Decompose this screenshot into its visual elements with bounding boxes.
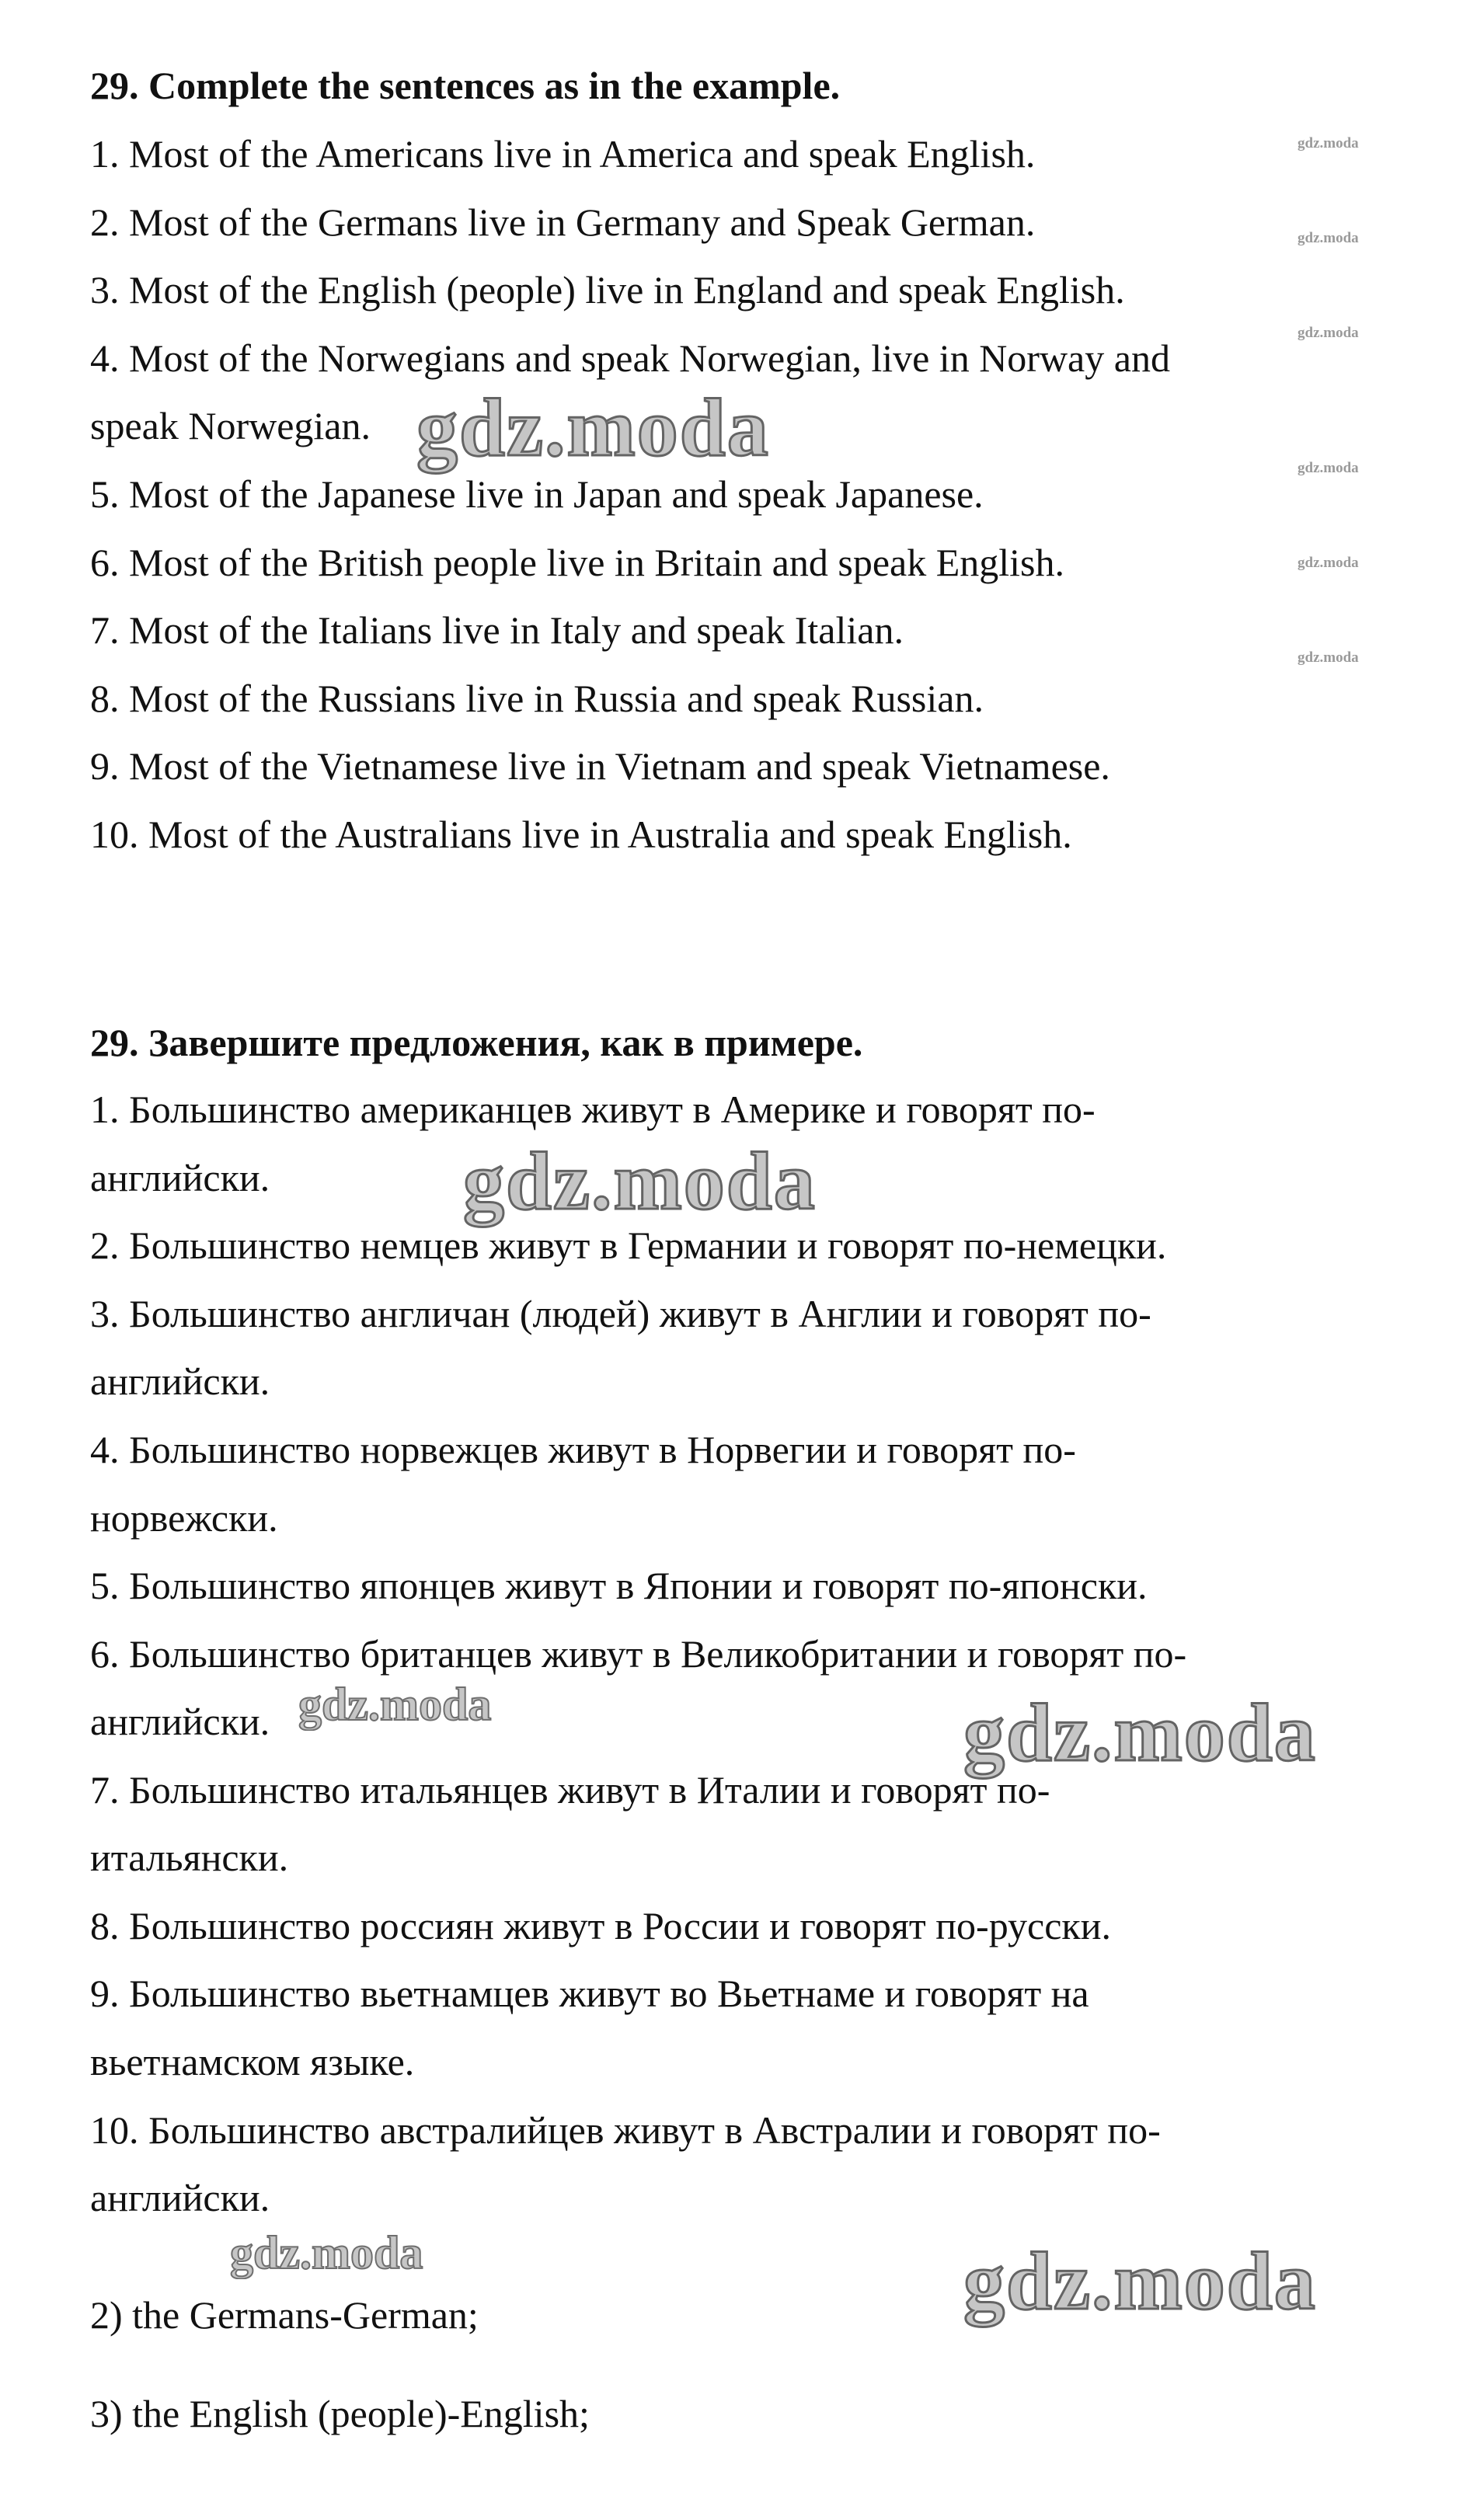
russian-line: 10. Большинство австралийцев живут в Австралии и говорят по- <box>90 2108 1161 2152</box>
watermark-large: gdz.moda <box>963 2236 1317 2327</box>
russian-line: английски. <box>90 2176 270 2219</box>
russian-line: английски. <box>90 1156 270 1199</box>
english-line: 4. Most of the Norwegians and speak Norwegian, live in Norway and <box>90 336 1170 380</box>
russian-line: 3. Большинство англичан (людей) живут в Англии и говорят по- <box>90 1292 1151 1335</box>
english-line: 2. Most of the Germans live in Germany and Speak German. <box>90 200 1036 244</box>
watermark-small: gdz.moda <box>1298 325 1359 341</box>
watermark-large: gdz.moda <box>963 1687 1317 1778</box>
watermark-small: gdz.moda <box>1298 135 1359 151</box>
russian-line: 4. Большинство норвежцев живут в Норвегии и говорят по- <box>90 1428 1076 1471</box>
russian-line: 5. Большинство японцев живут в Японии и говорят по-японски. <box>90 1564 1148 1607</box>
russian-line: 9. Большинство вьетнамцев живут во Вьетнаме и говорят на <box>90 1972 1089 2015</box>
english-line: 3. Most of the English (people) live in England and speak English. <box>90 268 1125 312</box>
watermark-small: gdz.moda <box>1298 555 1359 571</box>
russian-line: 6. Большинство британцев живут в Великобритании и говорят по- <box>90 1632 1187 1676</box>
english-line: 9. Most of the Vietnamese live in Vietnam and speak Vietnamese. <box>90 744 1110 788</box>
russian-line: 7. Большинство итальянцев живут в Италии и говорят по- <box>90 1768 1050 1812</box>
english-line: 7. Most of the Italians live in Italy and speak Italian. <box>90 608 904 652</box>
answer-line: 3) the English (people)-English; <box>90 2392 590 2435</box>
russian-line: 8. Большинство россиян живут в России и говорят по-русски. <box>90 1904 1111 1947</box>
english-line: 6. Most of the British people live in Britain and speak English. <box>90 541 1065 584</box>
english-line: 5. Most of the Japanese live in Japan and speak Japanese. <box>90 472 984 516</box>
english-line: 8. Most of the Russians live in Russia and speak Russian. <box>90 677 984 720</box>
russian-heading: 29. Завершите предложения, как в примере. <box>90 1021 863 1064</box>
watermark-medium: gdz.moda <box>230 2227 423 2278</box>
english-line: 10. Most of the Australians live in Australia and speak English. <box>90 813 1072 856</box>
english-line: 1. Most of the Americans live in America and speak English. <box>90 132 1036 176</box>
russian-line: английски. <box>90 1700 270 1743</box>
english-heading: 29. Complete the sentences as in the example. <box>90 64 841 107</box>
russian-line: норвежски. <box>90 1496 278 1540</box>
english-line: speak Norwegian. <box>90 404 371 447</box>
russian-line: английски. <box>90 1359 270 1403</box>
russian-line: итальянски. <box>90 1836 289 1879</box>
watermark-large: gdz.moda <box>463 1136 817 1227</box>
watermark-large: gdz.moda <box>416 382 770 473</box>
russian-line: 2. Большинство немцев живут в Германии и говорят по-немецки. <box>90 1223 1167 1267</box>
russian-line: вьетнамском языке. <box>90 2040 415 2083</box>
watermark-medium: gdz.moda <box>298 1679 492 1730</box>
russian-line: 1. Большинство американцев живут в Америке и говорят по- <box>90 1088 1096 1131</box>
watermark-small: gdz.moda <box>1298 460 1359 476</box>
watermark-small: gdz.moda <box>1298 230 1359 246</box>
answer-line: 2) the Germans-German; <box>90 2293 479 2337</box>
watermark-small: gdz.moda <box>1298 649 1359 666</box>
